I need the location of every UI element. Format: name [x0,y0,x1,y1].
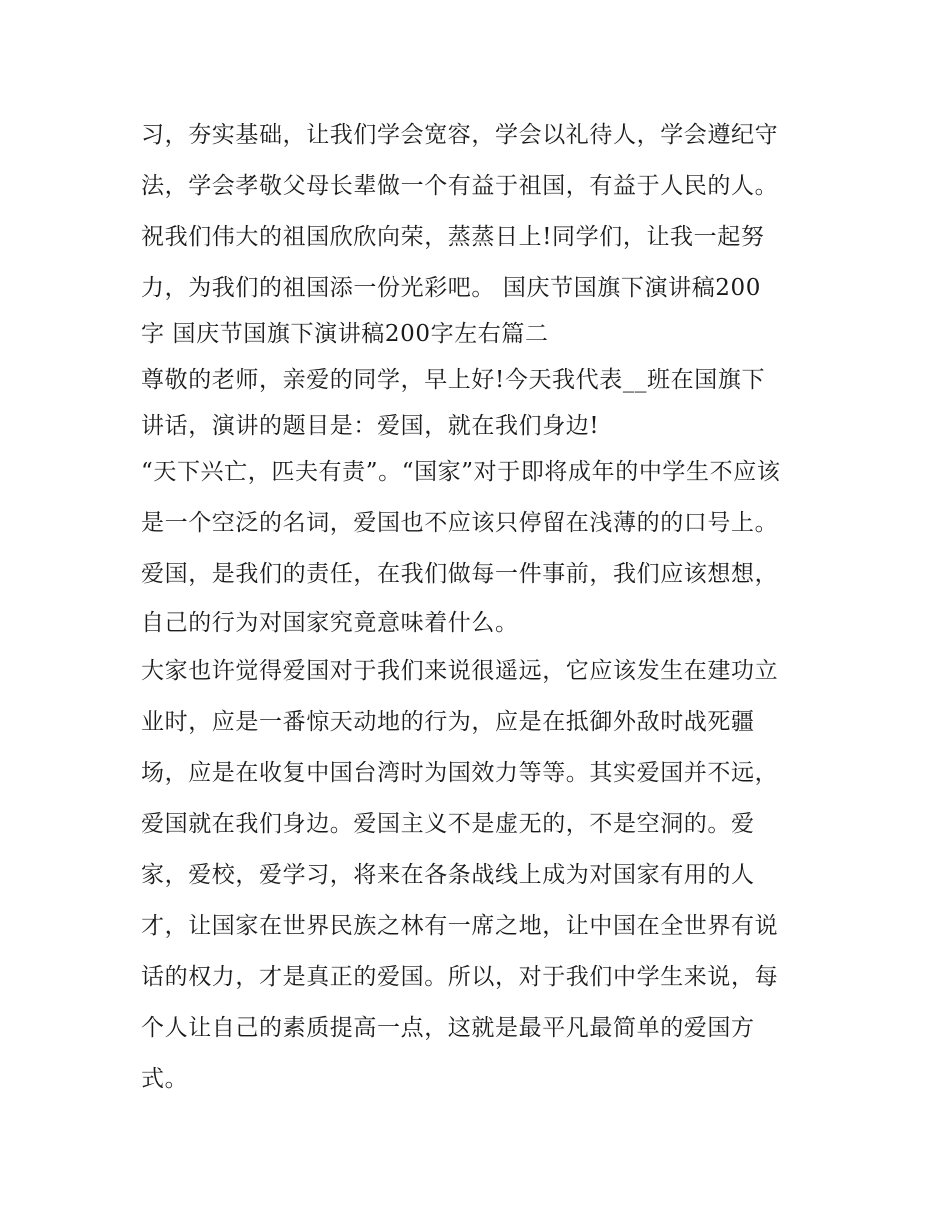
text-line: 才，让国家在世界民族之林有一席之地，让中国在全世界有说 [141,913,779,939]
text-line: 尊敬的老师，亲爱的同学，早上好!今天我代表__班在国旗下 [141,367,766,393]
text-line: 式。 [141,1066,189,1092]
text-line: 大家也许觉得爱国对于我们来说很遥远，它应该发生在建功立 [141,658,779,684]
text-line: 力，为我们的祖国添一份光彩吧。 国庆节国旗下演讲稿200 [141,275,762,301]
text-line: 是一个空泛的名词，爱国也不应该只停留在浅薄的的口号上。 [141,510,779,536]
text-line: “天下兴亡，匹夫有责”。“国家”对于即将成年的中学生不应该 [141,459,781,485]
body-text [141,110,821,1105]
text-line: 法，学会孝敬父母长辈做一个有益于祖国，有益于人民的人。 [141,173,779,199]
text-line: 讲话，演讲的题目是：爱国，就在我们身边! [141,413,600,439]
text-line: 爱国，是我们的责任，在我们做每一件事前，我们应该想想， [141,561,779,587]
text-line: 话的权力，才是真正的爱国。所以，对于我们中学生来说，每 [141,964,779,990]
text-line: 字 国庆节国旗下演讲稿200字左右篇二 [141,321,549,347]
text-line: 个人让自己的素质提高一点，这就是最平凡最简单的爱国方 [141,1015,755,1041]
text-line: 祝我们伟大的祖国欣欣向荣，蒸蒸日上!同学们，让我一起努 [141,224,765,250]
text-line: 爱国就在我们身边。爱国主义不是虚无的，不是空洞的。爱 [141,811,755,837]
text-line: 自己的行为对国家究竟意味着什么。 [141,610,519,636]
text-line: 习，夯实基础，让我们学会宽容，学会以礼待人，学会遵纪守 [141,122,779,148]
text-line: 业时，应是一番惊天动地的行为，应是在抵御外敌时战死疆 [141,709,755,735]
text-line: 场，应是在收复中国台湾时为国效力等等。其实爱国并不远， [141,760,779,786]
text-line: 家，爱校，爱学习，将来在各条战线上成为对国家有用的人 [141,862,755,888]
